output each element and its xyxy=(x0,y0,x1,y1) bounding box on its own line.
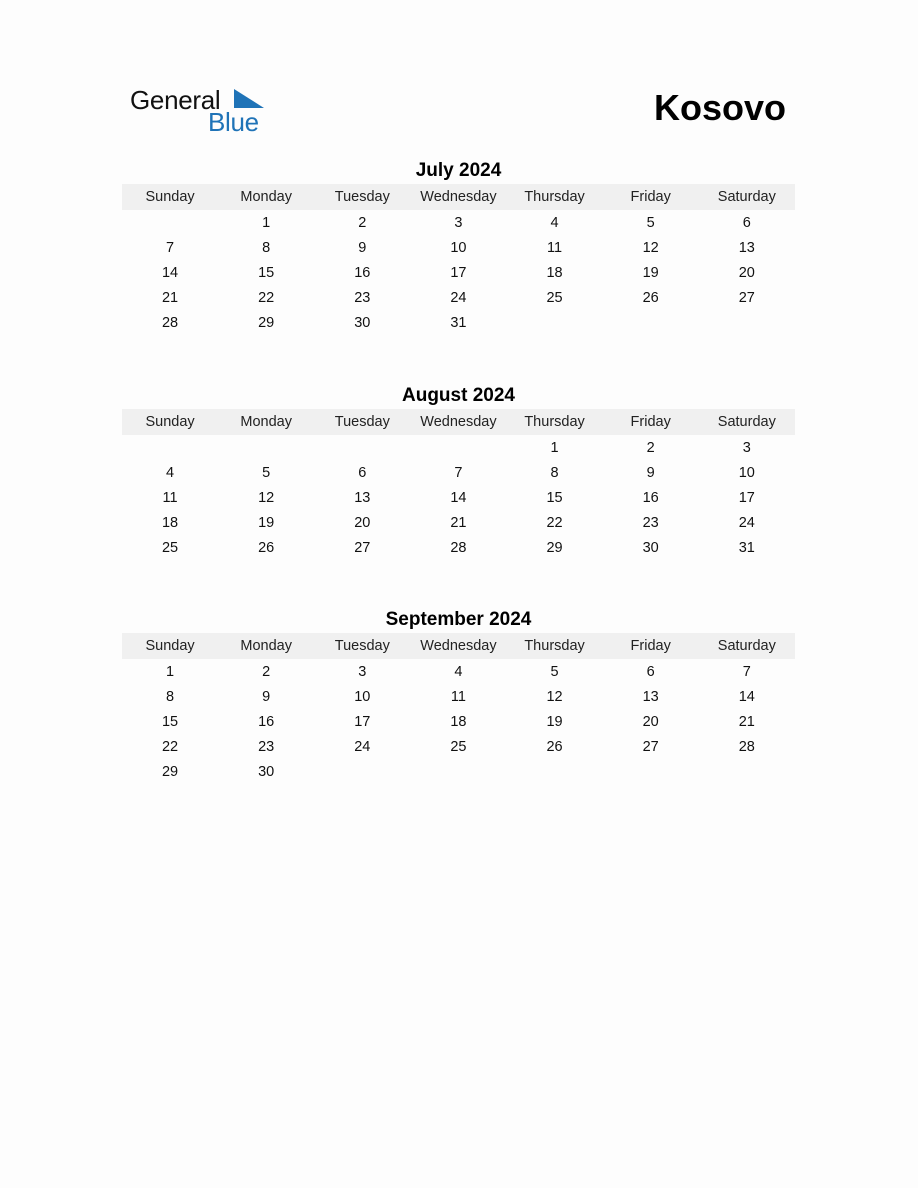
day-cell: 19 xyxy=(546,713,563,730)
day-cell: 14 xyxy=(450,489,467,506)
day-cell: 5 xyxy=(550,663,559,680)
day-cell: 13 xyxy=(642,688,659,705)
day-cell: 31 xyxy=(450,314,467,331)
weekday-label: Sunday xyxy=(145,189,195,205)
day-cell: 11 xyxy=(547,239,563,256)
day-cell: 17 xyxy=(738,489,755,506)
day-cell: 16 xyxy=(258,713,275,730)
day-cell: 2 xyxy=(358,214,367,231)
day-cell: 13 xyxy=(354,489,371,506)
day-cell: 3 xyxy=(454,214,463,231)
day-cell: 4 xyxy=(166,464,175,481)
weekday-label: Friday xyxy=(630,638,671,654)
month-title: July 2024 xyxy=(415,160,502,181)
day-cell: 1 xyxy=(166,663,175,680)
day-cell: 19 xyxy=(642,264,659,281)
day-cell: 31 xyxy=(738,539,755,556)
week-row xyxy=(122,460,795,485)
day-cell: 12 xyxy=(258,489,275,506)
day-cell: 9 xyxy=(262,688,271,705)
day-cell: 8 xyxy=(166,688,175,705)
day-cell: 11 xyxy=(162,489,178,506)
weekday-label: Sunday xyxy=(145,414,195,430)
day-cell: 18 xyxy=(546,264,563,281)
day-cell: 25 xyxy=(450,738,467,755)
day-cell: 15 xyxy=(161,713,179,730)
day-cell: 24 xyxy=(738,514,755,531)
day-cell: 4 xyxy=(550,214,559,231)
day-cell: 30 xyxy=(258,763,275,780)
day-cell: 12 xyxy=(642,239,659,256)
day-cell: 29 xyxy=(161,763,179,780)
day-cell: 7 xyxy=(166,239,175,256)
day-cell: 20 xyxy=(642,713,659,730)
weekday-label: Thursday xyxy=(524,414,585,430)
day-cell: 29 xyxy=(258,314,275,331)
day-cell: 15 xyxy=(258,264,275,281)
day-cell: 1 xyxy=(262,214,271,231)
day-cell: 29 xyxy=(546,539,563,556)
weekday-label: Tuesday xyxy=(334,189,390,205)
day-cell: 5 xyxy=(262,464,271,481)
day-cell: 3 xyxy=(358,663,367,680)
day-cell: 22 xyxy=(258,289,275,306)
day-cell: 6 xyxy=(742,214,751,231)
week-row xyxy=(122,759,795,784)
logo-word-blue: Blue xyxy=(208,107,259,137)
day-cell: 21 xyxy=(161,289,179,306)
day-cell: 9 xyxy=(358,239,367,256)
day-cell: 20 xyxy=(738,264,755,281)
weekday-header-row xyxy=(122,633,795,659)
day-cell: 26 xyxy=(258,539,275,556)
day-cell: 14 xyxy=(738,688,755,705)
month-calendar xyxy=(122,158,795,335)
day-cell: 1 xyxy=(550,439,559,456)
day-cell: 21 xyxy=(738,713,755,730)
day-cell: 10 xyxy=(738,464,755,481)
day-cell: 8 xyxy=(550,464,559,481)
weekday-label: Tuesday xyxy=(334,638,390,654)
week-row xyxy=(122,485,795,510)
week-row xyxy=(122,435,795,460)
day-cell: 18 xyxy=(450,713,467,730)
day-cell: 24 xyxy=(450,289,467,306)
weekday-label: Sunday xyxy=(145,638,195,654)
day-cell: 30 xyxy=(354,314,371,331)
day-cell: 10 xyxy=(354,688,371,705)
month-title: September 2024 xyxy=(385,609,532,630)
day-cell: 22 xyxy=(546,514,563,531)
day-cell: 5 xyxy=(646,214,655,231)
day-cell: 21 xyxy=(450,514,467,531)
weekday-label: Monday xyxy=(240,189,292,205)
day-cell: 27 xyxy=(642,738,659,755)
day-cell: 24 xyxy=(354,738,371,755)
weekday-header-row xyxy=(122,409,795,435)
day-cell: 20 xyxy=(354,514,371,531)
month-calendar xyxy=(122,383,795,560)
day-cell: 30 xyxy=(642,539,659,556)
day-cell: 10 xyxy=(450,239,467,256)
day-cell: 26 xyxy=(546,738,563,755)
week-row xyxy=(122,684,795,709)
week-row xyxy=(122,659,795,684)
week-row xyxy=(122,210,795,235)
weekday-label: Friday xyxy=(630,414,671,430)
day-cell: 19 xyxy=(258,514,275,531)
day-cell: 12 xyxy=(546,688,563,705)
weekday-label: Tuesday xyxy=(334,414,390,430)
day-cell: 28 xyxy=(738,738,755,755)
weekday-label: Monday xyxy=(240,638,292,654)
day-cell: 6 xyxy=(358,464,367,481)
weekday-label: Monday xyxy=(240,414,292,430)
day-cell: 28 xyxy=(161,314,179,331)
weekday-label: Wednesday xyxy=(420,414,497,430)
day-cell: 17 xyxy=(450,264,467,281)
weekday-label: Thursday xyxy=(524,189,585,205)
week-row xyxy=(122,709,795,734)
weekday-label: Saturday xyxy=(717,414,776,430)
day-cell: 23 xyxy=(642,514,659,531)
weekday-header-row xyxy=(122,184,795,210)
weekday-label: Saturday xyxy=(717,638,776,654)
month-title: August 2024 xyxy=(402,385,515,406)
day-cell: 27 xyxy=(354,539,371,556)
day-cell: 16 xyxy=(642,489,659,506)
day-cell: 18 xyxy=(161,514,179,531)
logo-word-general: General xyxy=(130,85,221,115)
day-cell: 11 xyxy=(450,688,466,705)
day-cell: 26 xyxy=(642,289,659,306)
day-cell: 25 xyxy=(546,289,563,306)
day-cell: 7 xyxy=(454,464,463,481)
weekday-label: Wednesday xyxy=(420,638,497,654)
day-cell: 4 xyxy=(454,663,463,680)
month-calendar xyxy=(122,607,795,784)
week-row xyxy=(122,260,795,285)
week-row xyxy=(122,510,795,535)
week-row xyxy=(122,310,795,335)
week-row xyxy=(122,235,795,260)
day-cell: 2 xyxy=(646,439,655,456)
weekday-label: Saturday xyxy=(717,189,776,205)
generalblue-logo xyxy=(130,84,270,136)
day-cell: 15 xyxy=(546,489,563,506)
country-title: Kosovo xyxy=(653,87,786,128)
day-cell: 6 xyxy=(646,663,655,680)
weekday-label: Thursday xyxy=(524,638,585,654)
day-cell: 23 xyxy=(258,738,275,755)
weekday-label: Wednesday xyxy=(420,189,497,205)
day-cell: 9 xyxy=(646,464,655,481)
day-cell: 7 xyxy=(742,663,751,680)
day-cell: 27 xyxy=(738,289,755,306)
day-cell: 28 xyxy=(450,539,467,556)
day-cell: 23 xyxy=(354,289,371,306)
day-cell: 13 xyxy=(738,239,755,256)
week-row xyxy=(122,285,795,310)
weekday-label: Friday xyxy=(630,189,671,205)
day-cell: 22 xyxy=(161,738,179,755)
week-row xyxy=(122,734,795,759)
day-cell: 8 xyxy=(262,239,271,256)
day-cell: 16 xyxy=(354,264,371,281)
day-cell: 25 xyxy=(161,539,179,556)
day-cell: 2 xyxy=(262,663,271,680)
week-row xyxy=(122,535,795,560)
day-cell: 17 xyxy=(354,713,371,730)
day-cell: 14 xyxy=(161,264,179,281)
day-cell: 3 xyxy=(742,439,751,456)
